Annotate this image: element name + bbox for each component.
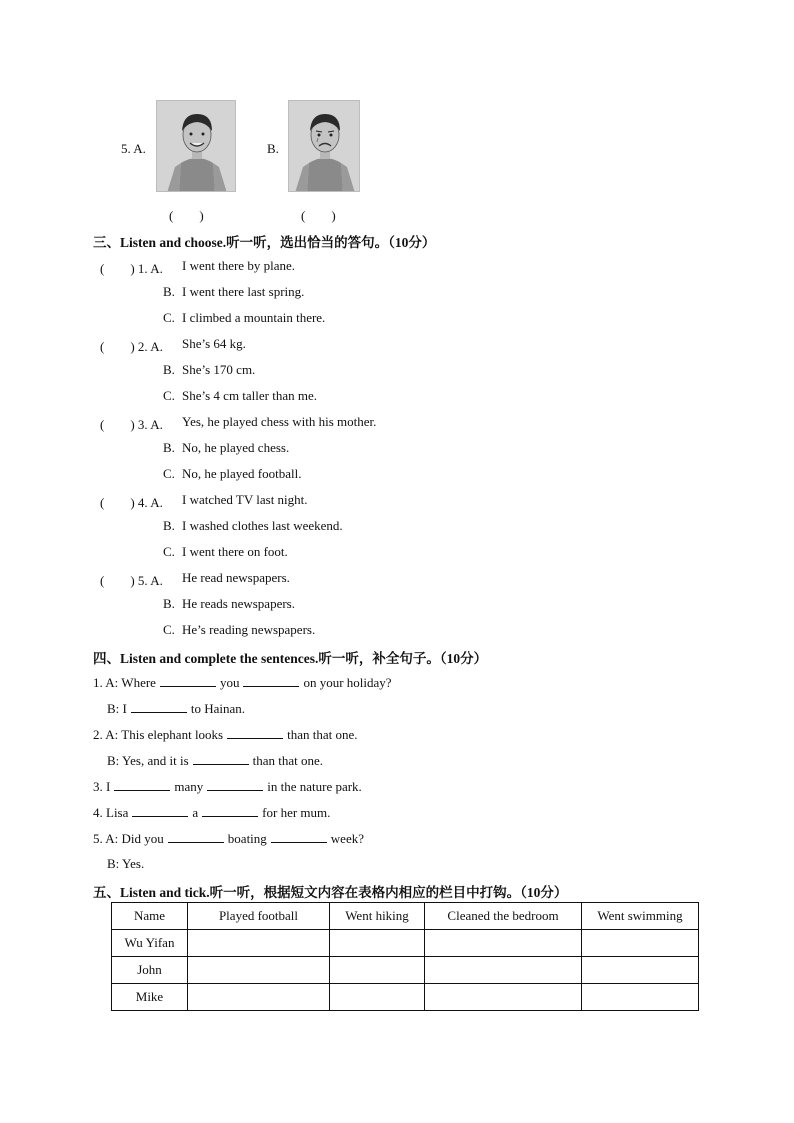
s4-s4-text-2: a	[192, 805, 199, 820]
blank-line[interactable]	[227, 726, 283, 739]
s3-q2-lead: ( ) 2. A.	[100, 339, 163, 354]
s3-q1-c-label: C.	[163, 310, 175, 325]
s3-q1-option-b: I went there last spring.	[182, 284, 305, 299]
s4-s2b-text-1: B: Yes, and it is	[107, 753, 189, 768]
q5-number: 5. A.	[121, 141, 146, 156]
table-header-row	[112, 903, 699, 930]
q5-option-b-label: B.	[267, 141, 279, 156]
s3-q3-c-label: C.	[163, 466, 175, 481]
s3-q2-option-a: She’s 64 kg.	[182, 336, 246, 351]
s3-q3-b-label: B.	[163, 440, 175, 455]
s4-sentence-1a	[93, 674, 392, 691]
blank-line[interactable]	[114, 778, 170, 791]
row-name: John	[112, 957, 188, 984]
header-cleaned-bedroom: Cleaned the bedroom	[425, 903, 582, 930]
header-went-swimming: Went swimming	[582, 903, 699, 930]
blank-line[interactable]	[131, 700, 187, 713]
s4-sentence-2b	[107, 752, 323, 769]
s4-sentence-4	[93, 804, 330, 821]
tick-cell[interactable]	[330, 930, 425, 957]
s4-s3-text-2: many	[174, 779, 204, 794]
tick-cell[interactable]	[330, 957, 425, 984]
s3-q4-b-label: B.	[163, 518, 175, 533]
tick-cell[interactable]	[330, 984, 425, 1011]
s3-q1-b-label: B.	[163, 284, 175, 299]
header-name: Name	[112, 903, 188, 930]
blank-line[interactable]	[168, 830, 224, 843]
tick-cell[interactable]	[188, 930, 330, 957]
s4-s2a-text-1: 2. A: This elephant looks	[93, 727, 224, 742]
s3-q5-c-label: C.	[163, 622, 175, 637]
table-row	[112, 930, 699, 957]
row-name: Wu Yifan	[112, 930, 188, 957]
s3-q5-b-label: B.	[163, 596, 175, 611]
s4-s5a-text-1: 5. A: Did you	[93, 831, 164, 846]
s3-q4-option-a: I watched TV last night.	[182, 492, 308, 507]
smiling-boy-image	[156, 100, 236, 192]
s3-q2-option-c: She’s 4 cm taller than me.	[182, 388, 318, 403]
s4-sentence-2a	[93, 726, 358, 743]
blank-line[interactable]	[271, 830, 327, 843]
s3-q4-c-label: C.	[163, 544, 175, 559]
blank-line[interactable]	[207, 778, 263, 791]
s3-q4-lead: ( ) 4. A.	[100, 495, 163, 510]
tick-cell[interactable]	[188, 984, 330, 1011]
table-row	[112, 957, 699, 984]
s4-s2b-text-2: than that one.	[252, 753, 324, 768]
blank-line[interactable]	[160, 674, 216, 687]
s3-q5-lead: ( ) 5. A.	[100, 573, 163, 588]
row-name: Mike	[112, 984, 188, 1011]
tick-cell[interactable]	[582, 957, 699, 984]
s3-q4-option-c: I went there on foot.	[182, 544, 288, 559]
s4-s1a-text-2: you	[219, 675, 240, 690]
tick-table	[111, 902, 699, 1011]
s4-s5a-text-3: week?	[330, 831, 364, 846]
s4-sentence-1b	[107, 700, 245, 717]
section3-heading: 三、Listen and choose.听一听，选出恰当的答句。（10分）	[93, 235, 436, 250]
s3-q3-option-b: No, he played chess.	[182, 440, 290, 455]
tick-cell[interactable]	[188, 957, 330, 984]
s3-q3-option-a: Yes, he played chess with his mother.	[182, 414, 377, 429]
s4-s1b-text-1: B: I	[107, 701, 127, 716]
section5-heading: 五、Listen and tick.听一听，根据短文内容在表格内相应的栏目中打钩。（10分）	[93, 885, 568, 900]
sad-boy-image	[288, 100, 360, 192]
s4-s2a-text-2: than that one.	[287, 727, 358, 742]
header-went-hiking: Went hiking	[330, 903, 425, 930]
s4-s5a-text-2: boating	[227, 831, 267, 846]
answer-bracket-a: ( )	[169, 208, 204, 223]
s3-q2-c-label: C.	[163, 388, 175, 403]
s3-q4-option-b: I washed clothes last weekend.	[182, 518, 343, 533]
blank-line[interactable]	[202, 804, 258, 817]
s4-s3-text-3: in the nature park.	[267, 779, 362, 794]
s4-sentence-3	[93, 778, 362, 795]
blank-line[interactable]	[243, 674, 299, 687]
tick-cell[interactable]	[425, 984, 582, 1011]
header-played-football: Played football	[188, 903, 330, 930]
tick-cell[interactable]	[425, 930, 582, 957]
s4-s3-text-1: 3. I	[93, 779, 111, 794]
table-row	[112, 984, 699, 1011]
s3-q1-option-a: I went there by plane.	[182, 258, 295, 273]
s4-sentence-5b: B: Yes.	[107, 856, 145, 871]
s3-q3-lead: ( ) 3. A.	[100, 417, 163, 432]
s3-q2-option-b: She’s 170 cm.	[182, 362, 256, 377]
s3-q5-option-a: He read newspapers.	[182, 570, 290, 585]
s4-s1b-text-2: to Hainan.	[190, 701, 246, 716]
s4-s1a-text-1: 1. A: Where	[93, 675, 156, 690]
s4-s1a-text-3: on your holiday?	[303, 675, 392, 690]
answer-bracket-b: ( )	[301, 208, 336, 223]
s3-q3-option-c: No, he played football.	[182, 466, 302, 481]
s4-s4-text-1: 4. Lisa	[93, 805, 129, 820]
s3-q1-option-c: I climbed a mountain there.	[182, 310, 326, 325]
s4-s4-text-3: for her mum.	[262, 805, 331, 820]
blank-line[interactable]	[132, 804, 188, 817]
s3-q5-option-c: He’s reading newspapers.	[182, 622, 316, 637]
blank-line[interactable]	[193, 752, 249, 765]
tick-cell[interactable]	[582, 930, 699, 957]
s3-q5-option-b: He reads newspapers.	[182, 596, 295, 611]
section4-heading: 四、Listen and complete the sentences.听一听，补全句子。（10分）	[93, 651, 488, 666]
s3-q1-lead: ( ) 1. A.	[100, 261, 163, 276]
s4-sentence-5a	[93, 830, 364, 847]
s3-q2-b-label: B.	[163, 362, 175, 377]
tick-cell[interactable]	[582, 984, 699, 1011]
tick-cell[interactable]	[425, 957, 582, 984]
